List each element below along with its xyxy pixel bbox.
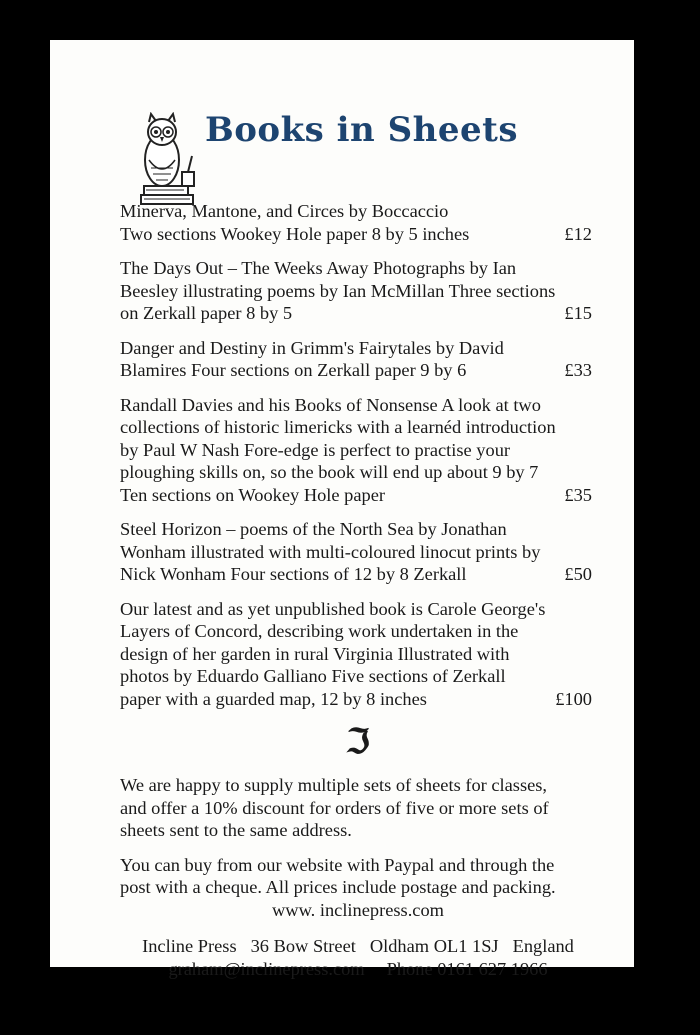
list-item: Randall Davies and his Books of Nonsense A look at two collections of historic limericks with a learnéd introduction by Paul W Nash Fore-edge is perfect to practise your ploughing skills on, so the book will end up about 9 by 7 Ten sections on Wookey Hole paper £35	[120, 394, 592, 505]
price: £12	[564, 223, 592, 244]
content	[120, 200, 596, 980]
owl-on-books-icon	[138, 112, 200, 208]
list-item: Minerva, Mantone, and Circes by Boccaccio Two sections Wookey Hole paper 8 by 5 inches £12	[120, 201, 592, 244]
price: £33	[564, 360, 592, 380]
list-item: Our latest and as yet unpublished book is Carole George's Layers of Concord, describing work undertaken in the design of her garden in rural Virginia Illustrated with photos by Eduardo Galliano Five sections of Zerkall paper with a guarded map, 12 by 8 inches £100	[120, 598, 592, 709]
list-item: Steel Horizon – poems of the North Sea by Jonathan Wonham illustrated with multi-coloured linocut prints by Nick Wonham Four sections of 12 by 8 Zerkall £50	[120, 519, 592, 584]
price: £100	[555, 688, 592, 709]
city-postcode: Oldham OL1 1SJ	[369, 936, 499, 956]
email-link[interactable]: graham@inclinepress.com	[168, 958, 365, 979]
contact-block	[120, 935, 596, 980]
website-link[interactable]: www. inclinepress.com	[272, 899, 444, 920]
list-item: The Days Out – The Weeks Away Photographs by Ian Beesley illustrating poems by Ian McMillan Three sections on Zerkall paper 8 by 5 £15	[120, 258, 592, 323]
phone-number: Phone 0161 627 1966	[386, 958, 548, 979]
price: £50	[564, 564, 592, 584]
list-item: Danger and Destiny in Grimm's Fairytales by David Blamires Four sections on Zerkall paper 9 by 6 £33	[120, 337, 592, 380]
discount-paragraph: We are happy to supply multiple sets of sheets for classes, and offer a 10% discount for orders of five or more sets of sheets sent to the same address.	[120, 775, 549, 840]
company-name: Incline Press	[142, 936, 237, 956]
price: £15	[564, 303, 592, 323]
price: £35	[564, 484, 592, 505]
street-address: 36 Bow Street	[250, 936, 356, 956]
price-list-sheet	[50, 40, 634, 979]
purchase-paragraph: You can buy from our website with Paypal and through the post with a cheque. All prices include postage and packing. www. inclinepress.com	[120, 854, 596, 922]
ornament-glyph: ℑ	[346, 722, 370, 762]
country: England	[512, 936, 574, 956]
page-title: Books in Sheets	[205, 110, 518, 150]
header	[50, 40, 634, 180]
